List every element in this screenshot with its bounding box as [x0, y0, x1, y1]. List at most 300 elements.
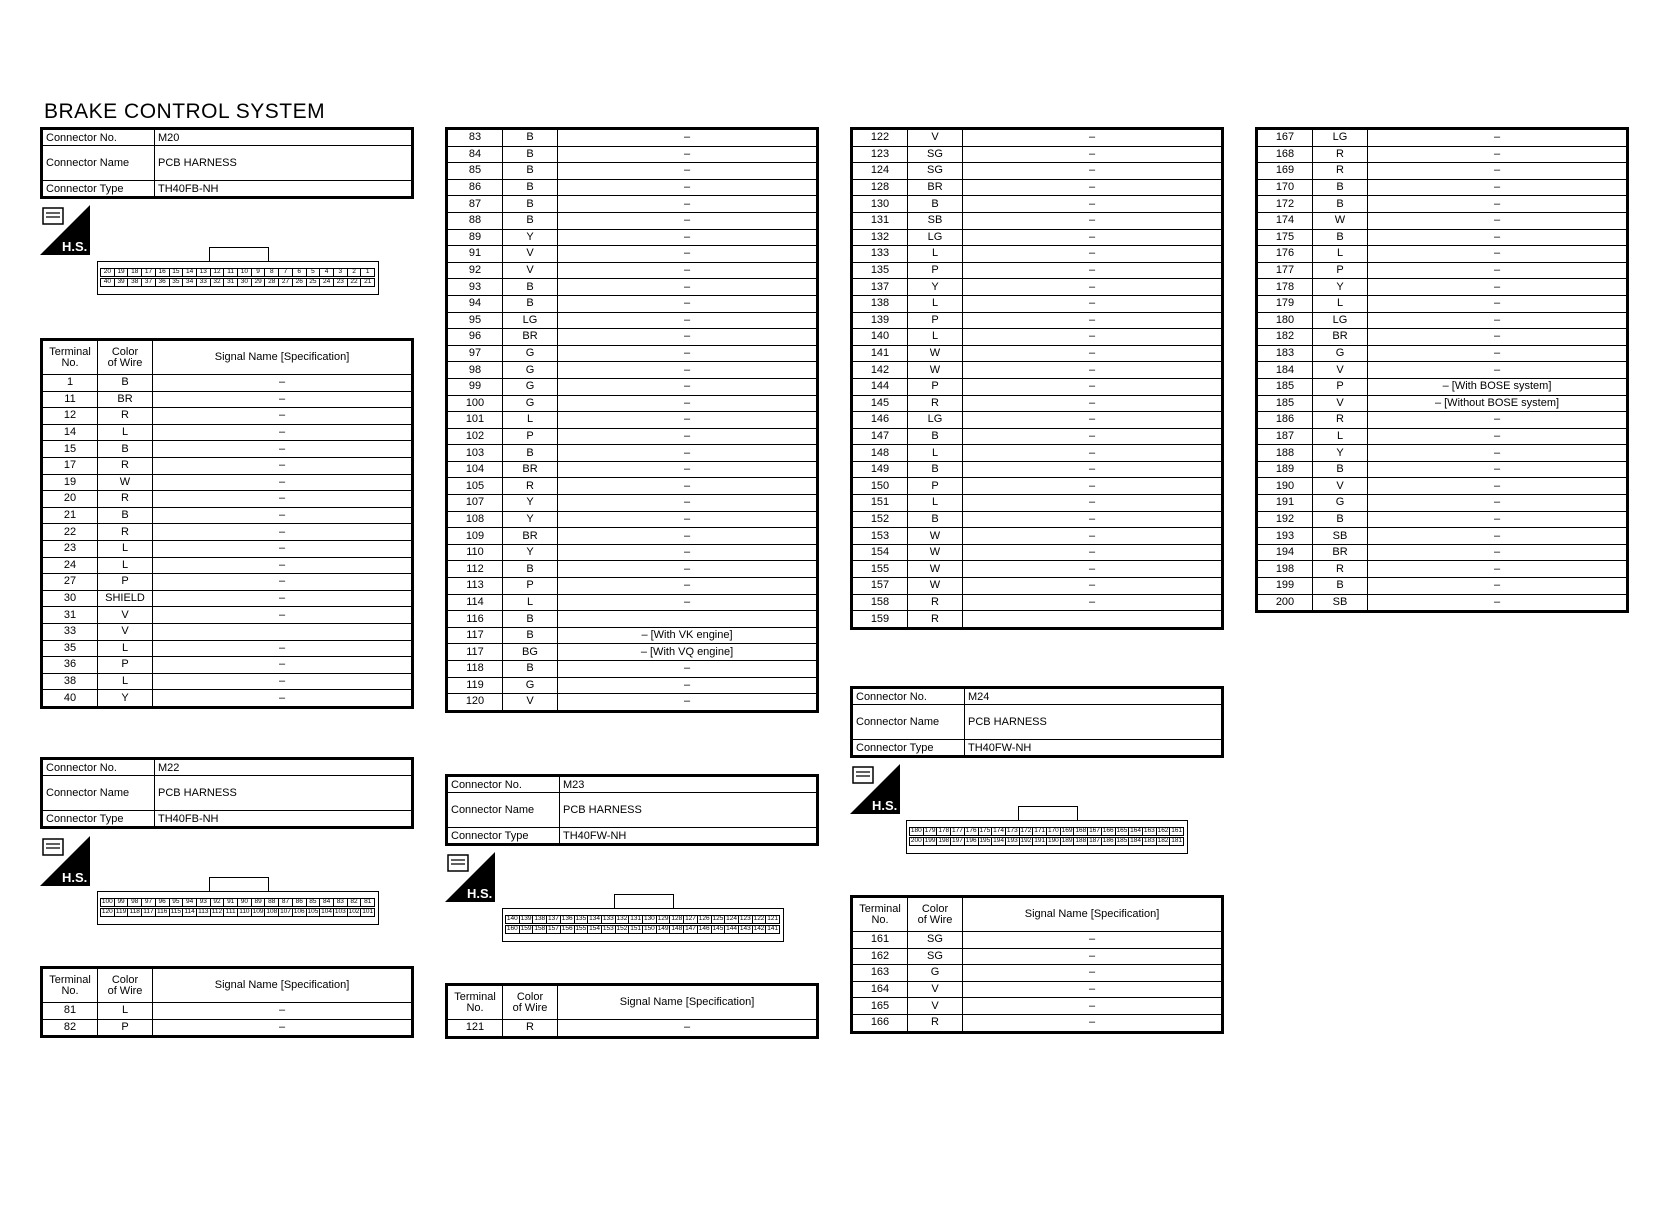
wire-color: W — [98, 474, 153, 491]
terminal-no: 88 — [447, 212, 503, 229]
terminal-no: 24 — [42, 557, 98, 574]
header-terminal-no: Terminal No. — [852, 897, 908, 932]
wire-color: Y — [503, 511, 558, 528]
table-row — [1257, 461, 1628, 478]
page-title: BRAKE CONTROL SYSTEM — [44, 100, 326, 123]
pin-cavity: 81 — [360, 898, 375, 907]
signal-name: – — [1368, 544, 1628, 561]
signal-name: – — [153, 640, 413, 657]
connector-info-m23 — [445, 774, 819, 846]
signal-name: – — [153, 1019, 413, 1037]
connector-no: M20 — [155, 129, 413, 146]
signal-name: – — [558, 196, 818, 213]
pin-cavity: 37 — [141, 278, 156, 287]
wire-color: SG — [908, 948, 963, 965]
terminal-no: 117 — [447, 644, 503, 661]
pin-cavity: 96 — [155, 898, 170, 907]
wire-color: R — [1313, 146, 1368, 163]
table-row — [447, 544, 818, 561]
pin-cavity: 105 — [307, 908, 319, 916]
wire-color: L — [1313, 295, 1368, 312]
signal-name: – — [963, 378, 1223, 395]
signal-name: – — [1368, 578, 1628, 595]
table-row — [1257, 445, 1628, 462]
pin-cavity: 180 — [910, 827, 922, 835]
table-row — [42, 457, 413, 474]
pin-cavity: 6 — [292, 268, 307, 277]
pin-cavity: 88 — [264, 898, 279, 907]
table-row — [447, 511, 818, 528]
table-row — [42, 524, 413, 541]
wire-color: BR — [1313, 544, 1368, 561]
connector-name: PCB HARNESS — [560, 793, 818, 828]
hs-icon — [40, 836, 90, 886]
label-connector-no: Connector No. — [42, 129, 155, 146]
connector-type: TH40FB-NH — [155, 181, 413, 198]
wire-color: B — [1313, 511, 1368, 528]
signal-name: – — [1368, 412, 1628, 429]
wire-color: R — [98, 408, 153, 425]
terminal-no: 105 — [447, 478, 503, 495]
pin-cavity: 172 — [1020, 827, 1032, 835]
pin-cavity: 185 — [1116, 837, 1128, 845]
pin-cavity: 38 — [127, 278, 142, 287]
table-row — [1257, 412, 1628, 429]
label-connector-type: Connector Type — [852, 740, 965, 757]
table-row — [1257, 395, 1628, 412]
pin-cavity: 167 — [1089, 827, 1100, 835]
pin-cavity: 186 — [1102, 837, 1114, 845]
wire-color: B — [98, 507, 153, 524]
signal-name: – — [153, 474, 413, 491]
hs-icon — [850, 764, 900, 814]
label-connector-no: Connector No. — [42, 759, 155, 776]
table-row — [1257, 146, 1628, 163]
signal-name: – — [963, 428, 1223, 445]
wire-color: B — [503, 295, 558, 312]
signal-name: – — [963, 511, 1223, 528]
signal-name: – — [1368, 312, 1628, 329]
table-row — [447, 611, 818, 628]
signal-name: – — [153, 673, 413, 690]
terminal-no: 11 — [42, 391, 98, 408]
signal-name: – — [1368, 428, 1628, 445]
wire-color: P — [503, 428, 558, 445]
pin-cavity: 39 — [114, 278, 129, 287]
wire-color: P — [98, 1019, 153, 1037]
wire-color: W — [908, 528, 963, 545]
pin-cavity: 122 — [753, 915, 765, 923]
pin-cavity: 14 — [182, 268, 197, 277]
terminal-no: 150 — [852, 478, 908, 495]
pin-cavity: 146 — [698, 925, 710, 933]
pin-cavity: 132 — [616, 915, 628, 923]
signal-name: – — [558, 511, 818, 528]
table-row — [42, 1019, 413, 1037]
signal-name: – — [1368, 445, 1628, 462]
terminal-no: 193 — [1257, 528, 1313, 545]
table-row — [42, 540, 413, 557]
terminal-no: 113 — [447, 578, 503, 595]
table-row — [447, 262, 818, 279]
pin-row-top — [910, 827, 1184, 837]
terminal-no: 158 — [852, 594, 908, 611]
signal-name: – — [963, 146, 1223, 163]
wire-color: B — [503, 146, 558, 163]
signal-name: – — [558, 262, 818, 279]
terminal-no: 81 — [42, 1003, 98, 1020]
connector-no: M24 — [965, 688, 1223, 705]
signal-name: – — [558, 561, 818, 578]
table-row — [1257, 428, 1628, 445]
wire-color: R — [503, 478, 558, 495]
table-row — [447, 295, 818, 312]
table-row — [42, 590, 413, 607]
pin-cavity: 133 — [602, 915, 614, 923]
signal-name: – — [963, 495, 1223, 512]
pin-cavity: 83 — [333, 898, 348, 907]
signal-name: – — [963, 129, 1223, 147]
signal-name: – — [558, 1020, 818, 1038]
terminal-no: 22 — [42, 524, 98, 541]
pin-cavity: 8 — [264, 268, 279, 277]
terminal-table-m24 — [850, 895, 1224, 1034]
table-row — [447, 212, 818, 229]
terminal-no: 1 — [42, 375, 98, 392]
terminal-no: 199 — [1257, 578, 1313, 595]
table-row — [42, 507, 413, 524]
pin-cavity: 10 — [237, 268, 252, 277]
table-row — [852, 378, 1223, 395]
terminal-no: 162 — [852, 948, 908, 965]
wire-color: G — [503, 345, 558, 362]
terminal-no: 178 — [1257, 279, 1313, 296]
pin-cavity: 82 — [347, 898, 362, 907]
pin-cavity: 11 — [223, 268, 238, 277]
table-row — [852, 146, 1223, 163]
pin-cavity: 12 — [210, 268, 225, 277]
terminal-no: 107 — [447, 495, 503, 512]
label-connector-type: Connector Type — [42, 181, 155, 198]
pin-cavity: 149 — [657, 925, 669, 933]
wire-color: BR — [503, 329, 558, 346]
signal-name: – — [963, 279, 1223, 296]
pin-cavity: 160 — [506, 925, 518, 933]
signal-name: – — [963, 932, 1223, 949]
wire-color: SB — [1313, 528, 1368, 545]
wire-color: G — [503, 362, 558, 379]
wire-color: SHIELD — [98, 590, 153, 607]
wire-color: B — [908, 196, 963, 213]
wire-color: R — [908, 1014, 963, 1032]
signal-name: – — [1368, 146, 1628, 163]
connector-type: TH40FB-NH — [155, 811, 413, 828]
table-row — [42, 441, 413, 458]
signal-name: – — [963, 295, 1223, 312]
table-row — [42, 474, 413, 491]
wire-color: B — [503, 196, 558, 213]
terminal-no: 142 — [852, 362, 908, 379]
pin-cavity: 176 — [965, 827, 977, 835]
signal-name: – — [558, 594, 818, 611]
pin-cavity: 142 — [753, 925, 765, 933]
signal-name: – — [963, 561, 1223, 578]
pin-cavity: 169 — [1061, 827, 1073, 835]
table-row — [852, 461, 1223, 478]
pin-cavity: 150 — [643, 925, 655, 933]
connector-latch — [209, 247, 269, 262]
signal-name: – — [1368, 345, 1628, 362]
pin-cavity: 25 — [306, 278, 321, 287]
wire-color: B — [98, 441, 153, 458]
pin-cavity: 134 — [589, 915, 600, 923]
wire-color: P — [98, 574, 153, 591]
pin-cavity: 166 — [1102, 827, 1114, 835]
pin-cavity: 24 — [319, 278, 334, 287]
terminal-no: 179 — [1257, 295, 1313, 312]
wire-color: SG — [908, 146, 963, 163]
terminal-no: 139 — [852, 312, 908, 329]
hs-icon — [40, 205, 90, 255]
terminal-no: 167 — [1257, 129, 1313, 147]
wire-color: B — [503, 163, 558, 180]
wire-color: L — [98, 673, 153, 690]
signal-name: – — [963, 412, 1223, 429]
table-row — [852, 948, 1223, 965]
pin-cavity: 139 — [520, 915, 532, 923]
signal-name — [558, 611, 818, 628]
signal-name: – — [1368, 528, 1628, 545]
pin-cavity: 119 — [114, 908, 129, 917]
pin-cavity: 164 — [1130, 827, 1142, 835]
terminal-no: 183 — [1257, 345, 1313, 362]
table-row — [1257, 561, 1628, 578]
signal-name: – — [1368, 295, 1628, 312]
signal-name: – — [963, 594, 1223, 611]
signal-name: – — [558, 129, 818, 147]
signal-name: – — [558, 578, 818, 595]
terminal-no: 103 — [447, 445, 503, 462]
signal-name: – — [1368, 179, 1628, 196]
table-row — [42, 408, 413, 425]
table-row — [42, 424, 413, 441]
pin-cavity: 91 — [223, 898, 238, 907]
terminal-no: 128 — [852, 179, 908, 196]
hs-label: H.S. — [62, 870, 88, 885]
wire-color: V — [503, 694, 558, 712]
pin-row-top — [506, 915, 780, 925]
terminal-no: 147 — [852, 428, 908, 445]
pin-cavity: 197 — [952, 837, 963, 845]
table-row — [852, 478, 1223, 495]
table-row — [447, 1020, 818, 1038]
terminal-no: 170 — [1257, 179, 1313, 196]
table-row — [447, 461, 818, 478]
wire-color: R — [908, 594, 963, 611]
terminal-no: 176 — [1257, 246, 1313, 263]
terminal-no: 186 — [1257, 412, 1313, 429]
label-connector-name: Connector Name — [42, 776, 155, 811]
pin-cavity: 7 — [278, 268, 293, 277]
pin-cavity: 196 — [965, 837, 977, 845]
table-row — [42, 657, 413, 674]
table-row — [852, 544, 1223, 561]
table-row — [1257, 163, 1628, 180]
pin-cavity: 174 — [993, 827, 1004, 835]
wire-color: R — [908, 611, 963, 629]
signal-name: – — [963, 362, 1223, 379]
terminal-no: 104 — [447, 461, 503, 478]
signal-name: – — [153, 690, 413, 708]
wire-color: R — [1313, 163, 1368, 180]
table-row — [1257, 312, 1628, 329]
pin-cavity: 153 — [602, 925, 614, 933]
table-row — [42, 491, 413, 508]
wire-color: V — [1313, 362, 1368, 379]
signal-name: – — [153, 457, 413, 474]
terminal-no: 12 — [42, 408, 98, 425]
wire-color: L — [908, 295, 963, 312]
table-row — [1257, 129, 1628, 147]
table-row — [852, 362, 1223, 379]
wire-color: LG — [1313, 129, 1368, 147]
wire-color: Y — [503, 495, 558, 512]
wire-color: B — [908, 511, 963, 528]
wire-color: V — [908, 998, 963, 1015]
signal-name: – — [558, 146, 818, 163]
wire-color: P — [908, 478, 963, 495]
header-signal-name: Signal Name [Specification] — [153, 340, 413, 375]
signal-name: – — [963, 948, 1223, 965]
signal-name: – — [558, 428, 818, 445]
pin-cavity: 154 — [589, 925, 600, 933]
signal-name: – — [963, 1014, 1223, 1032]
terminal-no: 124 — [852, 163, 908, 180]
table-row — [852, 279, 1223, 296]
terminal-no: 38 — [42, 673, 98, 690]
terminal-no: 33 — [42, 623, 98, 640]
terminal-no: 192 — [1257, 511, 1313, 528]
connector-latch — [614, 894, 674, 909]
pin-cavity: 129 — [657, 915, 669, 923]
wire-color: L — [503, 594, 558, 611]
table-row — [447, 312, 818, 329]
signal-name: – — [558, 395, 818, 412]
signal-name: – — [1368, 594, 1628, 612]
signal-name: – — [963, 544, 1223, 561]
wire-color: LG — [503, 312, 558, 329]
table-row — [852, 528, 1223, 545]
terminal-no: 93 — [447, 279, 503, 296]
terminal-no: 89 — [447, 229, 503, 246]
table-row — [852, 262, 1223, 279]
table-row — [852, 229, 1223, 246]
terminal-no: 168 — [1257, 146, 1313, 163]
signal-name: – — [558, 163, 818, 180]
terminal-no: 94 — [447, 295, 503, 312]
pin-cavity: 188 — [1075, 837, 1087, 845]
signal-name: – — [153, 574, 413, 591]
terminal-no: 152 — [852, 511, 908, 528]
table-row — [447, 246, 818, 263]
label-connector-type: Connector Type — [42, 811, 155, 828]
wire-color: R — [1313, 561, 1368, 578]
wire-color: W — [908, 362, 963, 379]
terminal-no: 185 — [1257, 395, 1313, 412]
terminal-no: 87 — [447, 196, 503, 213]
terminal-no: 153 — [852, 528, 908, 545]
pin-cavity: 137 — [548, 915, 559, 923]
pin-cavity: 1 — [360, 268, 375, 277]
terminal-no: 109 — [447, 528, 503, 545]
connector-diagram-m20 — [97, 247, 379, 295]
terminal-no: 174 — [1257, 212, 1313, 229]
wire-color: L — [98, 1003, 153, 1020]
pin-cavity: 177 — [952, 827, 963, 835]
pin-cavity: 13 — [196, 268, 211, 277]
connector-diagram-m24 — [906, 806, 1188, 854]
wire-color: W — [1313, 212, 1368, 229]
wire-color: L — [908, 445, 963, 462]
pin-row-bottom — [101, 908, 375, 918]
pin-row-top — [101, 898, 375, 908]
terminal-no: 19 — [42, 474, 98, 491]
terminal-no: 101 — [447, 412, 503, 429]
signal-name: – — [1368, 478, 1628, 495]
wire-color: LG — [908, 412, 963, 429]
label-connector-no: Connector No. — [447, 776, 560, 793]
signal-name: – — [1368, 196, 1628, 213]
wire-color: B — [1313, 578, 1368, 595]
terminal-no: 100 — [447, 395, 503, 412]
table-row — [447, 146, 818, 163]
pin-cavity: 175 — [979, 827, 991, 835]
terminal-no: 148 — [852, 445, 908, 462]
pin-cavity: 106 — [293, 908, 305, 916]
connector-info-m22 — [40, 757, 414, 829]
hs-label: H.S. — [62, 239, 88, 254]
terminal-no: 119 — [447, 677, 503, 694]
table-row — [852, 611, 1223, 629]
wire-color: B — [503, 212, 558, 229]
pin-cavity: 93 — [196, 898, 211, 907]
connector-name: PCB HARNESS — [965, 705, 1223, 740]
pin-cavity: 151 — [630, 925, 642, 933]
table-row — [1257, 378, 1628, 395]
terminal-no: 191 — [1257, 495, 1313, 512]
pin-cavity: 135 — [575, 915, 587, 923]
table-row — [1257, 279, 1628, 296]
signal-name: – — [153, 590, 413, 607]
wire-color: P — [908, 262, 963, 279]
table-row — [447, 495, 818, 512]
signal-name: – — [153, 375, 413, 392]
pin-cavity: 3 — [333, 268, 348, 277]
signal-name: – — [963, 478, 1223, 495]
table-row — [42, 574, 413, 591]
signal-name: – — [1368, 362, 1628, 379]
terminal-no: 102 — [447, 428, 503, 445]
signal-name: – — [963, 163, 1223, 180]
table-row — [447, 578, 818, 595]
signal-name: – — [963, 965, 1223, 982]
terminal-no: 177 — [1257, 262, 1313, 279]
table-row — [1257, 511, 1628, 528]
signal-name: – — [558, 329, 818, 346]
signal-name: – — [1368, 279, 1628, 296]
wire-color: V — [503, 246, 558, 263]
table-row — [42, 690, 413, 708]
